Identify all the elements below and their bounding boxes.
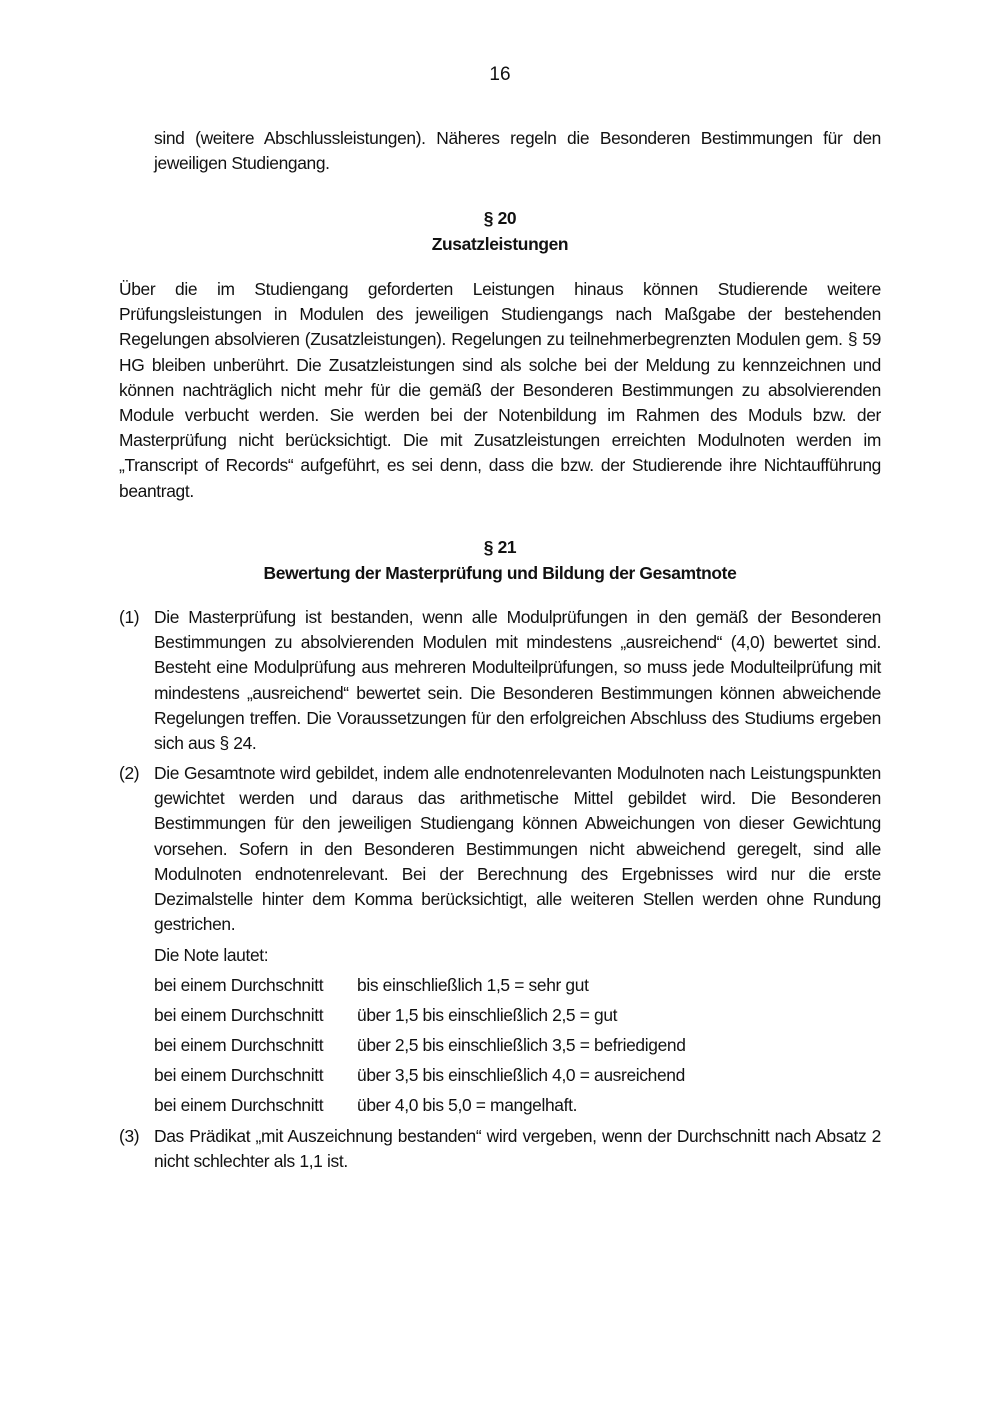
grade-label: bei einem Durchschnitt bbox=[154, 975, 324, 995]
section-21-heading bbox=[0, 534, 1000, 586]
grade-value: über 4,0 bis 5,0 = mangelhaft. bbox=[357, 1095, 578, 1115]
list-item-text: Das Prädikat „mit Auszeichnung bestanden“ wird vergeben, wenn der Durchschnitt nach Absatz 2 nicht schlechter als 1,1 ist. bbox=[154, 1126, 881, 1172]
intro-paragraph: sind (weitere Abschlussleistungen). Näheres regeln die Besonderen Bestimmungen für den jeweiligen Studiengang. bbox=[154, 128, 881, 174]
grade-value: über 3,5 bis einschließlich 4,0 = ausreichend bbox=[357, 1065, 685, 1085]
section-20-title: Zusatzleistungen bbox=[431, 234, 569, 254]
list-item-text: Die Masterprüfung ist bestanden, wenn alle Modulprüfungen in den gemäß der Besonderen Bestimmungen zu absolvierenden Modulen mit mindestens „ausreichend“ (4,0) bewertet sind. Besteht eine Modulprüfung aus mehreren Modulteilprüfungen, so muss jede Modulteilprüfung mit mindestens „ausreichend“ bewertet sein. Die Besonderen Bestimmungen können abweichende Regelungen treffen. Die Voraussetzungen für den erfolgreichen Abschluss des Studiums ergeben sich aus § 24. bbox=[154, 607, 881, 754]
list-item-text: Die Gesamtnote wird gebildet, indem alle endnotenrelevanten Modulnoten nach Leistungspunkten gewichtet werden und daraus das arithmetische Mittel gebildet wird. Die Besonderen Bestimmungen für den jeweiligen Studiengang können Abweichungen von dieser Gewichtung vorsehen. Sofern in den Besonderen Bestimmungen nicht abweichend geregelt, sind alle Modulnoten endnotenrelevant. Bei der Berechnung des Ergebnisses wird nur die erste Dezimalstelle hinter dem Komma berücksichtigt, alle weiteren Stellen werden ohne Rundung gestrichen. bbox=[154, 763, 881, 935]
section-20-number: § 20 bbox=[483, 208, 517, 228]
list-item-number: (3) bbox=[119, 1126, 140, 1146]
section-21-title: Bewertung der Masterprüfung und Bildung der Gesamtnote bbox=[263, 563, 737, 583]
list-item-number: (1) bbox=[119, 607, 140, 627]
grade-label: bei einem Durchschnitt bbox=[154, 1005, 324, 1025]
grade-value: bis einschließlich 1,5 = sehr gut bbox=[357, 975, 589, 995]
grade-value: über 1,5 bis einschließlich 2,5 = gut bbox=[357, 1005, 618, 1025]
page-number: 16 bbox=[489, 64, 511, 85]
grade-label: bei einem Durchschnitt bbox=[154, 1095, 324, 1115]
list-item-number: (2) bbox=[119, 763, 140, 783]
section-20-body: Über die im Studiengang geforderten Leistungen hinaus können Studierende weitere Prüfungsleistungen in Modulen des jeweiligen Studiengangs nach Maßgabe der bestehenden Regelungen absolvieren (Zusatzleistungen). Regelungen zu teilnehmerbegrenzten Modulen gem. § 59 HG bleiben unberührt. Die Zusatzleistungen sind als solche bei der Meldung zu kennzeichnen und können nachträglich nicht mehr für die gemäß der Besonderen Bestimmungen zu absolvierenden Module verbucht werden. Sie werden bei der Notenbildung im Rahmen des Moduls bzw. der Masterprüfung nicht berücksichtigt. Die mit Zusatzleistungen erreichten Modulnoten werden im „Transcript of Records“ aufgeführt, es sei denn, dass die bzw. der Studierende ihre Nichtaufführung beantragt. bbox=[119, 279, 881, 501]
grade-label: bei einem Durchschnitt bbox=[154, 1065, 324, 1085]
grade-label: bei einem Durchschnitt bbox=[154, 1035, 324, 1055]
grade-intro: Die Note lautet: bbox=[154, 945, 269, 965]
section-21-number: § 21 bbox=[483, 537, 517, 557]
grade-value: über 2,5 bis einschließlich 3,5 = befriedigend bbox=[357, 1035, 686, 1055]
section-20-heading bbox=[0, 205, 1000, 257]
